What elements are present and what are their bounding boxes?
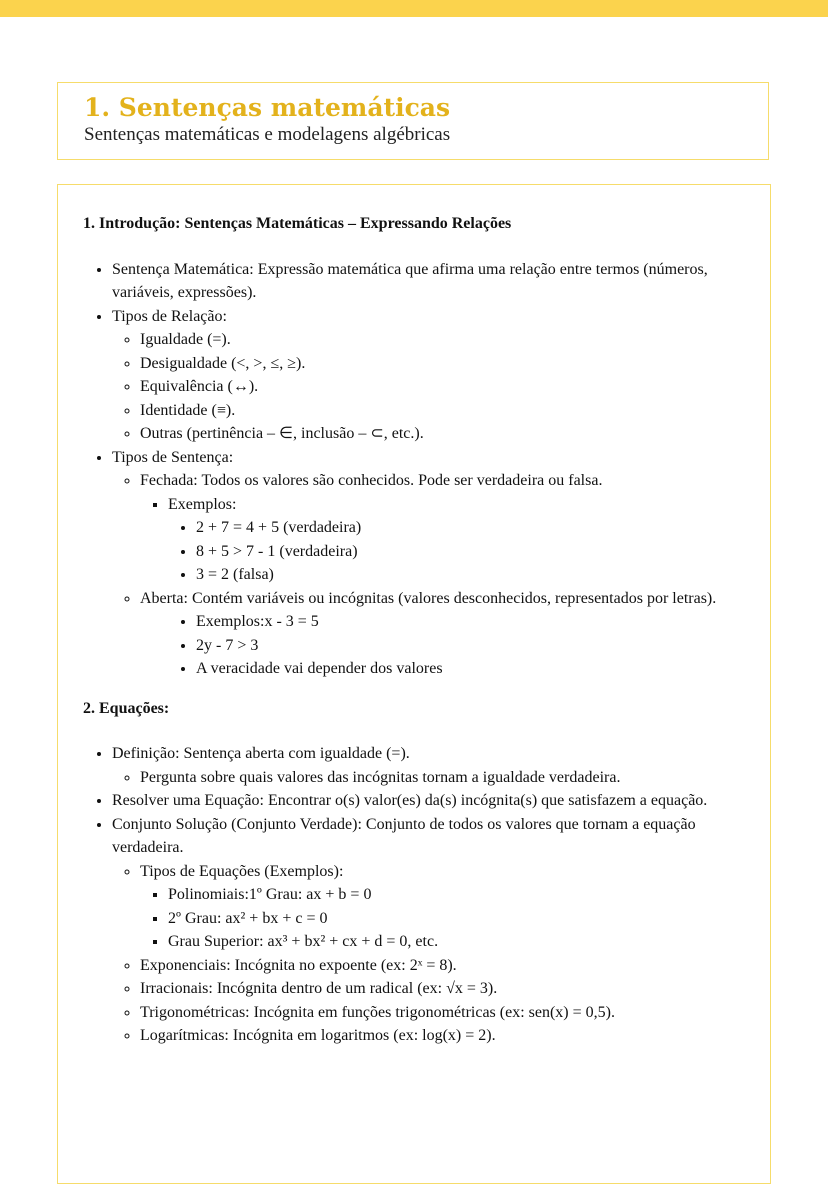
section-gap	[83, 681, 743, 697]
list-item: ▪ 2º Grau: ax² + bx + c = 0	[168, 907, 743, 931]
equation-definition: Definição: Sentença aberta com igualdade (=).	[112, 745, 410, 762]
list-item: ◦ Desigualdade (<, >, ≤, ≥).	[140, 352, 743, 376]
list-item	[112, 813, 743, 1048]
list-item: ◦ Exponenciais: Incógnita no expoente (ex: 2ˣ = 8).	[140, 954, 743, 978]
list-item: • 2y - 7 > 3	[196, 634, 743, 658]
list-item: • Resolver uma Equação: Encontrar o(s) valor(es) da(s) incógnita(s) que satisfazem a equação.	[112, 789, 743, 813]
list-item: ◦ Outras (pertinência – ∈, inclusão – ⊂, etc.).	[140, 422, 743, 446]
list-item	[112, 446, 743, 681]
closed-sentence-text: Fechada: Todos os valores são conhecidos. Pode ser verdadeira ou falsa.	[140, 472, 603, 489]
closed-examples-list	[168, 516, 743, 587]
list-item: • 3 = 2 (falsa)	[196, 563, 743, 587]
list-item: ◦ Equivalência (↔).	[140, 375, 743, 399]
list-item	[112, 742, 743, 789]
list-item: ◦ Pergunta sobre quais valores das incógnitas tornam a igualdade verdadeira.	[140, 766, 743, 790]
list-item	[140, 860, 743, 954]
open-sentence-text: Aberta: Contém variáveis ou incógnitas (valores desconhecidos, representados por letras).	[140, 589, 717, 607]
list-item: ◦ Irracionais: Incógnita dentro de um radical (ex: √x = 3).	[140, 977, 743, 1001]
polynomial-list	[140, 883, 743, 954]
equation-types-list	[112, 860, 743, 1048]
section-title-introducao: 1. Introdução: Sentenças Matemáticas – Expressando Relações	[83, 215, 512, 232]
closed-examples-group	[140, 493, 743, 587]
definition-sub-list	[112, 766, 743, 790]
top-accent-bar	[0, 0, 828, 17]
list-item: ▪ Polinomiais:1º Grau: ax + b = 0	[168, 883, 743, 907]
title-card	[57, 82, 769, 160]
section-title-equacoes: 2. Equações:	[83, 699, 170, 717]
relation-types-list	[112, 328, 743, 446]
content-card	[57, 184, 771, 1184]
list-item	[140, 587, 743, 681]
content-body	[83, 212, 743, 1048]
open-examples-list	[140, 610, 743, 681]
section2-list	[83, 742, 743, 1048]
sentence-types-label: Tipos de Sentença:	[112, 448, 234, 466]
list-item: ◦ Trigonométricas: Incógnita em funções trigonométricas (ex: sen(x) = 0,5).	[140, 1001, 743, 1025]
list-item: • Sentença Matemática: Expressão matemática que afirma uma relação entre termos (números, variáveis, expressões).	[112, 258, 743, 305]
relation-types-label: Tipos de Relação:	[112, 307, 227, 325]
list-item: • 2 + 7 = 4 + 5 (verdadeira)	[196, 516, 743, 540]
solution-set-text: Conjunto Solução (Conjunto Verdade): Conjunto de todos os valores que tornam a equação verdadeira.	[112, 815, 696, 856]
list-item	[140, 469, 743, 587]
list-item: • Exemplos:x - 3 = 5	[196, 610, 743, 634]
list-item: • A veracidade vai depender dos valores	[196, 657, 743, 681]
list-item: ◦ Logarítmicas: Incógnita em logaritmos (ex: log(x) = 2).	[140, 1024, 743, 1048]
list-item: ▪ Grau Superior: ax³ + bx² + cx + d = 0, etc.	[168, 930, 743, 954]
list-item: • 8 + 5 > 7 - 1 (verdadeira)	[196, 540, 743, 564]
closed-examples-label: Exemplos:	[168, 495, 237, 513]
sentence-types-list	[112, 469, 743, 681]
page-subtitle: Sentenças matemáticas e modelagens algébricas	[84, 124, 451, 145]
list-item	[112, 305, 743, 446]
list-item: ◦ Igualdade (=).	[140, 328, 743, 352]
equation-types-label: Tipos de Equações (Exemplos):	[140, 862, 344, 880]
page-title: 1. Sentenças matemáticas	[84, 93, 451, 122]
section1-list	[83, 258, 743, 681]
list-item: ◦ Identidade (≡).	[140, 399, 743, 423]
list-item	[168, 493, 743, 587]
